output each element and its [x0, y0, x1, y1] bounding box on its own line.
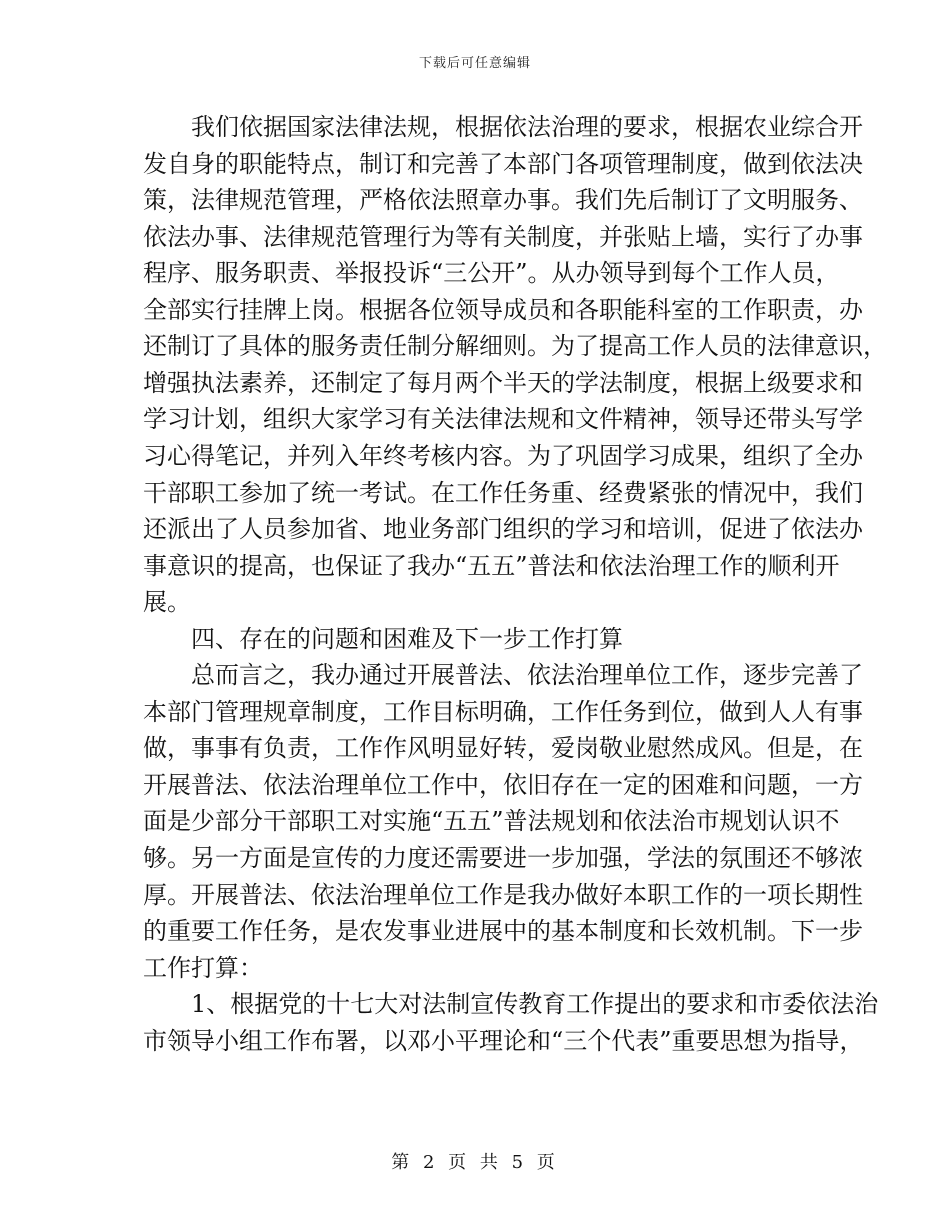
text-line: 展。 [143, 588, 191, 617]
text-line: 全部实行挂牌上岗。根据各位领导成员和各职能科室的工作职责，办 [143, 295, 863, 324]
page-header: 下载后可任意编辑 [418, 56, 531, 71]
text-line: 1、根据党的十七大对法制宣传教育工作提出的要求和市委依法治 [143, 990, 879, 1019]
text-line: 四、存在的问题和困难及下一步工作打算 [143, 624, 623, 653]
text-line: 够。另一方面是宣传的力度还需要进一步加强，学法的氛围还不够浓 [143, 844, 863, 872]
text-line: 做，事事有负责，工作作风明显好转，爱岗敬业慰然成风。但是，在 [143, 734, 863, 763]
text-line: 还制订了具体的服务责任制分解细则。为了提高工作人员的法律意识， [143, 332, 887, 361]
text-line: 本部门管理规章制度，工作目标明确，工作任务到位，做到人人有事 [143, 697, 863, 726]
text-line: 我们依据国家法律法规，根据依法治理的要求，根据农业综合开 [143, 113, 863, 141]
text-line: 程序、服务职责、举报投诉“三公开”。从办领导到每个工作人员， [143, 259, 840, 288]
text-line: 工作打算： [143, 953, 263, 982]
text-line: 依法办事、法律规范管理行为等有关制度，并张贴上墙，实行了办事 [143, 222, 863, 251]
text-line: 的重要工作任务，是农发事业进展中的基本制度和长效机制。下一步 [143, 917, 863, 946]
text-line: 增强执法素养，还制定了每月两个半天的学法制度，根据上级要求和 [143, 368, 863, 397]
text-line: 发自身的职能特点，制订和完善了本部门各项管理制度，做到依法决 [143, 149, 863, 178]
page-footer: 第 2 页 共 5 页 [391, 1152, 559, 1173]
text-line: 总而言之，我办通过开展普法、依法治理单位工作，逐步完善了 [143, 661, 863, 690]
text-line: 厚。开展普法、依法治理单位工作是我办做好本职工作的一项长期性 [143, 880, 863, 909]
text-line: 事意识的提高，也保证了我办“五五”普法和依法治理工作的顺利开 [143, 551, 840, 580]
text-line: 开展普法、依法治理单位工作中，依旧存在一定的困难和问题，一方 [143, 770, 863, 799]
text-line: 还派出了人员参加省、地业务部门组织的学习和培训，促进了依法办 [143, 515, 863, 543]
text-line: 学习计划，组织大家学习有关法律法规和文件精神，领导还带头写学 [143, 405, 863, 434]
text-line: 市领导小组工作布署，以邓小平理论和“三个代表”重要思想为指导， [143, 1026, 864, 1055]
text-line: 策，法律规范管理，严格依法照章办事。我们先后制订了文明服务、 [143, 186, 863, 215]
text-line: 面是少部分干部职工对实施“五五”普法规划和依法治市规划认识不 [143, 807, 840, 836]
text-line: 干部职工参加了统一考试。在工作任务重、经费紧张的情况中，我们 [143, 478, 863, 507]
text-line: 习心得笔记，并列入年终考核内容。为了巩固学习成果，组织了全办 [143, 441, 863, 470]
